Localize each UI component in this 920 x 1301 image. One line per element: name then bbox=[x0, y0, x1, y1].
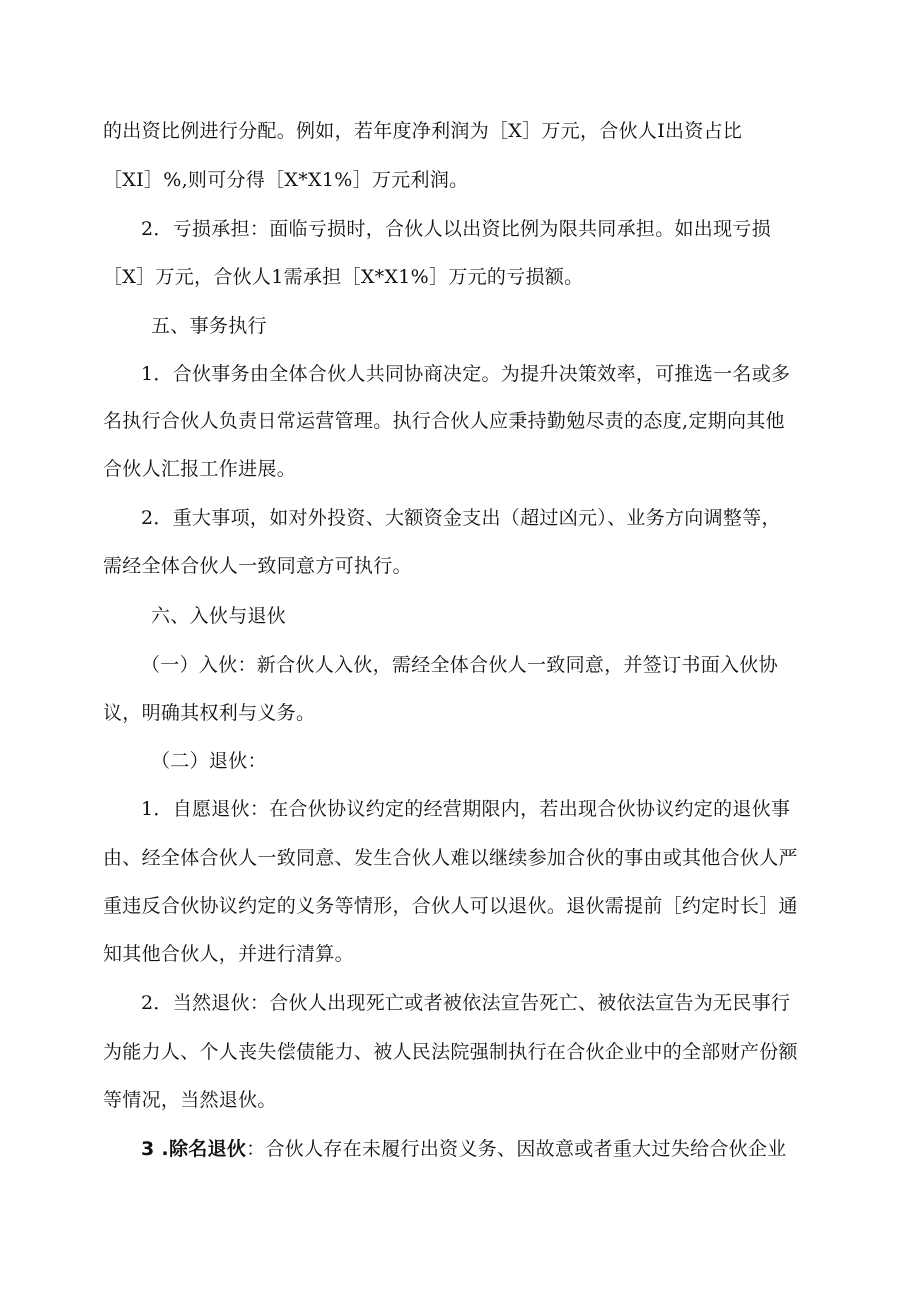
affairs2-line-2: 需经全体合伙人一致同意方可执行。 bbox=[103, 555, 412, 577]
join-line-2: 议，明确其权利与义务。 bbox=[103, 702, 316, 724]
affairs1-line-2: 名执行合伙人负责日常运营管理。执行合伙人应秉持勤勉尽责的态度,定期向其他 bbox=[103, 410, 785, 432]
voluntary-line-2: 由、经全体合伙人一致同意、发生合伙人难以继续参加合伙的事由或其他合伙人严 bbox=[103, 847, 798, 869]
affairs2-line-1: 2．重大事项，如对外投资、大额资金支出（超过凶元）、业务方向调整等， bbox=[141, 507, 781, 529]
affairs1-line-3: 合伙人汇报工作进展。 bbox=[103, 458, 297, 480]
affairs1-line-1: 1．合伙事务由全体合伙人共同协商决定。为提升决策效率，可推选一名或多 bbox=[141, 363, 791, 385]
natural-line-2: 为能力人、个人丧失偿债能力、被人民法院强制执行在合伙企业中的全部财产份额 bbox=[103, 1041, 798, 1063]
voluntary-line-1: 1．自愿退伙：在合伙协议约定的经营期限内，若出现合伙协议约定的退伙事 bbox=[141, 798, 791, 820]
voluntary-line-4: 知其他合伙人，并进行清算。 bbox=[103, 943, 354, 965]
withdraw-heading: （二）退伙： bbox=[151, 750, 267, 772]
natural-line-3: 等情况，当然退伙。 bbox=[103, 1089, 277, 1111]
section-5-heading: 五、事务执行 bbox=[151, 315, 267, 337]
expel-rest: ：合伙人存在未履行出资义务、因故意或者重大过失给合伙企业 bbox=[246, 1138, 787, 1160]
loss-line-1: 2．亏损承担：面临亏损时，合伙人以出资比例为限共同承担。如出现亏损 bbox=[141, 218, 771, 240]
expel-line-1 bbox=[141, 1136, 787, 1162]
natural-line-1: 2．当然退伙：合伙人出现死亡或者被依法宣告死亡、被依法宣告为无民事行 bbox=[141, 992, 791, 1014]
profit-line-1: 的出资比例进行分配。例如，若年度净利润为［X］万元，合伙人I出资占比 bbox=[103, 120, 743, 142]
profit-line-2: ［XI］%,则可分得［X*X1%］万元利润。 bbox=[103, 169, 469, 191]
section-6-heading: 六、入伙与退伙 bbox=[151, 605, 287, 627]
loss-line-2: ［X］万元，合伙人1需承担［X*X1%］万元的亏损额。 bbox=[103, 266, 584, 288]
join-line-1: （一）入伙：新合伙人入伙，需经全体合伙人一致同意，并签订书面入伙协 bbox=[141, 654, 778, 676]
voluntary-line-3: 重违反合伙协议约定的义务等情形，合伙人可以退伙。退伙需提前［约定时长］通 bbox=[103, 895, 798, 917]
expel-prefix: 3 .除名退伙 bbox=[141, 1138, 247, 1160]
